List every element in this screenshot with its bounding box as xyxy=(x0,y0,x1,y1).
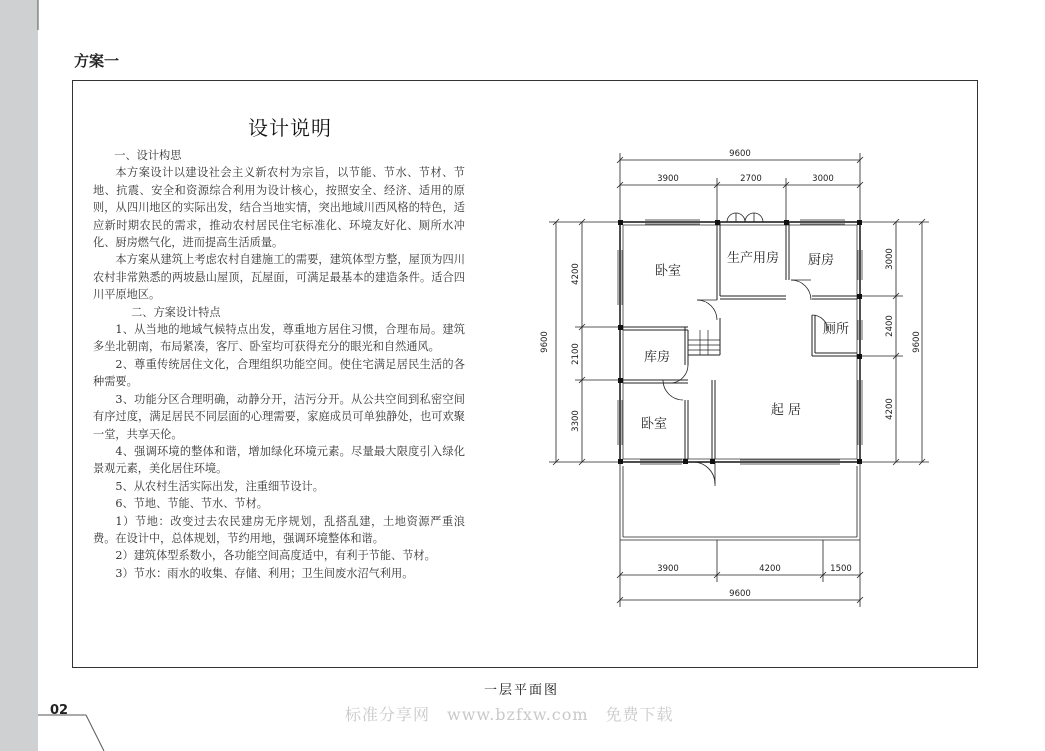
dim-right-total: 9600 xyxy=(912,331,922,353)
dim-bottom-1: 3900 xyxy=(657,564,679,574)
dimension-lines xyxy=(549,153,929,607)
paragraph: 1、从当地的地域气候特点出发，尊重地方居住习惯，合理布局。建筑多坐北朝南，布局紧凑，客厅、卧室均可获得充分的眼光和自然通风。 xyxy=(93,323,465,354)
paragraph: 6、节地、节能、节水、节材。 xyxy=(115,497,268,511)
paragraph: 1）节地：改变过去农民建房无序规划，乱搭乱建，土地资源严重浪费。在设计中，总体规划，节约用地，强调环境整体和谐。 xyxy=(93,514,465,545)
dim-left-3: 3300 xyxy=(571,410,581,432)
design-description xyxy=(93,147,465,582)
dim-top-3: 3000 xyxy=(812,174,834,184)
paragraph: 本方案设计以建设社会主义新农村为宗旨，以节能、节水、节材、节地、抗震、安全和资源综合利用为设计核心，按照安全、经济、适用的原则，从四川地区的实际出发，结合当地实情，突出地域川西风格的特色，适应新时期农民的需求，推动农村居民住宅标准化、环境友好化、厕所水冲化、厨房燃气化，进而提高生活质量。 xyxy=(93,166,465,250)
room-bedroom-top: 卧室 xyxy=(654,264,682,279)
dim-right-2: 2400 xyxy=(885,315,895,337)
dim-top-1: 3900 xyxy=(657,174,679,184)
paragraph: 5、从农村生活实际出发，注重细节设计。 xyxy=(115,479,324,493)
paragraph: 3）节水：雨水的收集、存储、利用；卫生间废水沼气利用。 xyxy=(115,566,414,580)
dim-top-total: 9600 xyxy=(729,149,751,159)
dim-right-1: 3000 xyxy=(885,248,895,270)
room-storage: 库房 xyxy=(643,350,671,365)
dim-left-2: 2100 xyxy=(571,343,581,365)
dim-left-1: 4200 xyxy=(571,263,581,285)
section-heading: 二、方案设计特点 xyxy=(131,305,221,319)
dim-bottom-3: 1500 xyxy=(830,564,852,574)
section-heading: 一、设计构思 xyxy=(114,149,182,162)
room-living: 起 居 xyxy=(770,403,802,418)
dim-top-2: 2700 xyxy=(740,174,762,184)
scheme-label: 方案一 xyxy=(74,52,120,70)
floor-plan-caption: 一层平面图 xyxy=(484,683,560,698)
dim-left-total: 9600 xyxy=(540,331,550,353)
room-kitchen: 厨房 xyxy=(807,253,835,268)
dim-right-3: 4200 xyxy=(885,398,895,420)
stairs xyxy=(688,330,720,355)
paragraph: 3、功能分区合理明确，动静分开，洁污分开。从公共空间到私密空间有序过度，满足居民不同层面的心理需要，家庭成员可单独静处，也可欢聚一堂，共享天伦。 xyxy=(93,392,465,441)
floor-plan xyxy=(530,140,950,610)
paragraph: 2）建筑体型系数小，各功能空间高度适中，有利于节能、节材。 xyxy=(115,549,436,563)
paragraph: 本方案从建筑上考虑农村自建施工的需要，建筑体型方整，屋顶为四川农村非常熟悉的两坡悬山屋顶，瓦屋面，可满足最基本的建造条件。适合四川平原地区。 xyxy=(93,253,465,302)
paragraph: 4、强调环境的整体和谐，增加绿化环境元素。尽量最大限度引入绿化景观元素，美化居住环境。 xyxy=(93,444,465,476)
page-number: 02 xyxy=(50,703,69,718)
room-toilet: 厕所 xyxy=(822,322,850,337)
document-title: 设计说明 xyxy=(248,116,332,140)
front-terrace xyxy=(620,462,860,540)
room-production: 生产用房 xyxy=(726,251,780,266)
dim-bottom-total: 9600 xyxy=(729,589,751,599)
watermark: 标准分享网 www.bzfxw.com 免费下载 xyxy=(345,705,674,724)
room-bedroom-bottom: 卧室 xyxy=(640,417,668,432)
paragraph: 2、尊重传统居住文化，合理组织功能空间。使住宅满足居民生活的各种需要。 xyxy=(93,357,465,389)
dim-bottom-2: 4200 xyxy=(759,564,781,574)
